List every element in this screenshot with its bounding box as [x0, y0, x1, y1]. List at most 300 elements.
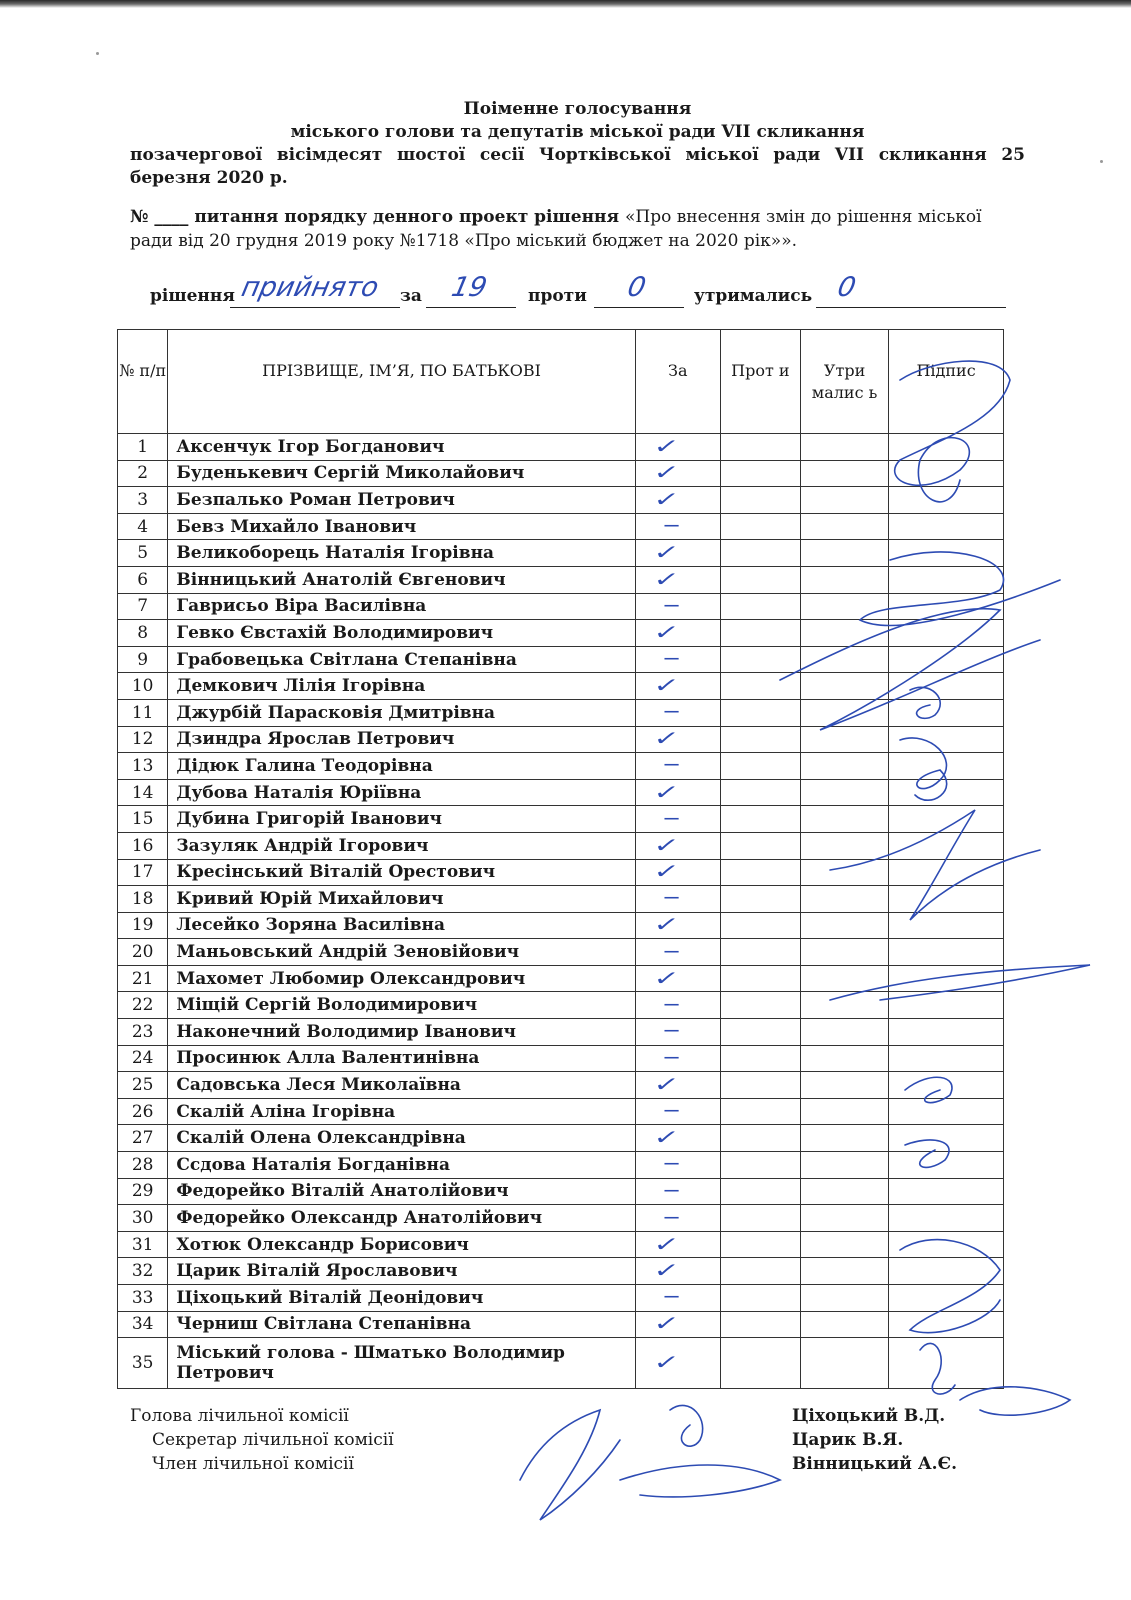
row-number: 20 — [118, 939, 168, 966]
row-vote-for — [635, 1178, 720, 1205]
row-number: 29 — [118, 1178, 168, 1205]
row-vote-against — [720, 886, 800, 913]
commission-footer — [130, 1404, 1010, 1476]
row-vote-abstained — [800, 1231, 888, 1258]
row-number: 4 — [118, 513, 168, 540]
checkmark-icon: ✓ — [651, 726, 681, 751]
checkmark-icon: ✓ — [651, 619, 681, 644]
row-vote-abstained — [800, 912, 888, 939]
document-subtitle: міського голови та депутатів міської ради VII скликання — [290, 122, 865, 142]
row-name: Маньовський Андрій Зеновійович — [168, 939, 635, 966]
document-header — [130, 98, 1025, 190]
dash-icon: – — [662, 513, 681, 539]
row-vote-for — [635, 1019, 720, 1046]
table-row — [118, 1338, 1004, 1389]
row-signature — [889, 699, 1004, 726]
row-vote-against — [720, 1152, 800, 1179]
row-vote-for — [635, 992, 720, 1019]
row-vote-abstained — [800, 1285, 888, 1312]
row-vote-for — [635, 1072, 720, 1099]
table-row — [118, 1205, 1004, 1232]
chair-name: Ціхоцький В.Д. — [792, 1406, 946, 1426]
checkmark-icon: ✓ — [651, 965, 681, 990]
table-header-row — [118, 330, 1004, 434]
row-vote-for — [635, 1125, 720, 1152]
table-row — [118, 1152, 1004, 1179]
row-vote-against — [720, 1098, 800, 1125]
row-signature — [889, 434, 1004, 461]
row-vote-against — [720, 1072, 800, 1099]
column-against: Прот и — [720, 330, 800, 434]
row-name: Вінницький Анатолій Євгенович — [168, 566, 635, 593]
table-row — [118, 1045, 1004, 1072]
row-vote-for — [635, 593, 720, 620]
row-number: 26 — [118, 1098, 168, 1125]
checkmark-icon: ✓ — [651, 859, 681, 884]
row-signature — [889, 593, 1004, 620]
row-name: Кривий Юрій Михайлович — [168, 886, 635, 913]
dash-icon: – — [662, 646, 681, 672]
row-vote-for — [635, 753, 720, 780]
row-number: 17 — [118, 859, 168, 886]
row-vote-abstained — [800, 620, 888, 647]
row-name: Ссдова Наталія Богданівна — [168, 1152, 635, 1179]
row-name: Махомет Любомир Олександрович — [168, 965, 635, 992]
row-name: Царик Віталій Ярославович — [168, 1258, 635, 1285]
row-vote-abstained — [800, 673, 888, 700]
dash-icon: – — [662, 1151, 681, 1177]
row-vote-for — [635, 673, 720, 700]
secretary-role: Секретар лічильної комісії — [152, 1430, 394, 1450]
row-name: Черниш Світлана Степанівна — [168, 1311, 635, 1338]
votes-table — [117, 329, 1004, 1389]
row-vote-for — [635, 487, 720, 514]
row-name: Садовська Леся Миколаївна — [168, 1072, 635, 1099]
row-vote-abstained — [800, 513, 888, 540]
secretary-name: Царик В.Я. — [792, 1430, 904, 1450]
row-vote-against — [720, 487, 800, 514]
row-signature — [889, 1178, 1004, 1205]
row-vote-abstained — [800, 753, 888, 780]
table-row — [118, 832, 1004, 859]
row-vote-abstained — [800, 726, 888, 753]
table-row — [118, 513, 1004, 540]
row-vote-against — [720, 620, 800, 647]
table-row — [118, 1125, 1004, 1152]
row-signature — [889, 806, 1004, 833]
row-name: Демкович Лілія Ігорівна — [168, 673, 635, 700]
row-number: 3 — [118, 487, 168, 514]
row-vote-against — [720, 434, 800, 461]
row-vote-against — [720, 1258, 800, 1285]
row-signature — [889, 1338, 1004, 1389]
table-row — [118, 1285, 1004, 1312]
row-vote-against — [720, 566, 800, 593]
row-signature — [889, 726, 1004, 753]
row-number: 31 — [118, 1231, 168, 1258]
table-row — [118, 886, 1004, 913]
row-vote-for — [635, 434, 720, 461]
row-number: 15 — [118, 806, 168, 833]
chair-role: Голова лічильної комісії — [130, 1406, 349, 1426]
checkmark-icon: ✓ — [651, 433, 681, 458]
checkmark-icon: ✓ — [651, 540, 681, 565]
row-name: Зазуляк Андрій Ігорович — [168, 832, 635, 859]
checkmark-icon: ✓ — [651, 1072, 681, 1097]
row-vote-against — [720, 859, 800, 886]
row-vote-for — [635, 1152, 720, 1179]
row-signature — [889, 832, 1004, 859]
member-name: Вінницький А.Є. — [792, 1454, 958, 1474]
checkmark-icon: ✓ — [651, 1258, 681, 1283]
checkmark-icon: ✓ — [651, 779, 681, 804]
row-vote-for — [635, 1285, 720, 1312]
row-vote-against — [720, 912, 800, 939]
row-signature — [889, 1285, 1004, 1312]
row-vote-abstained — [800, 1019, 888, 1046]
row-vote-against — [720, 779, 800, 806]
row-vote-abstained — [800, 1152, 888, 1179]
table-row — [118, 1019, 1004, 1046]
row-vote-abstained — [800, 566, 888, 593]
row-name: Дубина Григорій Іванович — [168, 806, 635, 833]
row-number: 30 — [118, 1205, 168, 1232]
paper-speck — [96, 52, 99, 55]
row-number: 13 — [118, 753, 168, 780]
table-row — [118, 1258, 1004, 1285]
checkmark-icon: ✓ — [651, 566, 681, 591]
row-vote-for — [635, 939, 720, 966]
checkmark-icon: ✓ — [651, 912, 681, 937]
table-row — [118, 1098, 1004, 1125]
row-name: Безпалько Роман Петрович — [168, 487, 635, 514]
checkmark-icon: ✓ — [651, 486, 681, 511]
row-signature — [889, 1152, 1004, 1179]
row-vote-for — [635, 460, 720, 487]
row-signature — [889, 513, 1004, 540]
row-vote-for — [635, 779, 720, 806]
row-number: 25 — [118, 1072, 168, 1099]
row-vote-abstained — [800, 593, 888, 620]
table-row — [118, 566, 1004, 593]
row-vote-against — [720, 513, 800, 540]
row-vote-against — [720, 673, 800, 700]
footer-row-secretary — [130, 1428, 1010, 1452]
row-vote-abstained — [800, 540, 888, 567]
footer-row-chair — [130, 1404, 1010, 1428]
table-row — [118, 487, 1004, 514]
row-number: 1 — [118, 434, 168, 461]
row-signature — [889, 1311, 1004, 1338]
dash-icon: – — [662, 1018, 681, 1044]
dash-icon: – — [662, 805, 681, 831]
decision-label: рішення — [150, 286, 235, 306]
row-vote-against — [720, 540, 800, 567]
row-vote-abstained — [800, 1311, 888, 1338]
row-vote-for — [635, 806, 720, 833]
row-vote-abstained — [800, 886, 888, 913]
row-signature — [889, 540, 1004, 567]
row-vote-for — [635, 566, 720, 593]
row-vote-against — [720, 1045, 800, 1072]
against-underline — [594, 307, 684, 308]
row-signature — [889, 886, 1004, 913]
row-signature — [889, 620, 1004, 647]
row-vote-for — [635, 1205, 720, 1232]
abstained-underline — [816, 307, 1006, 308]
checkmark-icon: ✓ — [651, 1125, 681, 1150]
table-row — [118, 726, 1004, 753]
row-number: 33 — [118, 1285, 168, 1312]
checkmark-icon: ✓ — [651, 832, 681, 857]
row-signature — [889, 1045, 1004, 1072]
for-label: за — [400, 286, 422, 306]
row-number: 12 — [118, 726, 168, 753]
row-vote-abstained — [800, 1205, 888, 1232]
row-vote-for — [635, 832, 720, 859]
column-for: За — [635, 330, 720, 434]
row-name: Федорейко Олександр Анатолійович — [168, 1205, 635, 1232]
row-signature — [889, 1231, 1004, 1258]
row-name: Гаврисьо Віра Василівна — [168, 593, 635, 620]
row-vote-against — [720, 1205, 800, 1232]
row-signature — [889, 1205, 1004, 1232]
row-name: Бевз Михайло Іванович — [168, 513, 635, 540]
row-vote-abstained — [800, 992, 888, 1019]
dash-icon: – — [662, 752, 681, 778]
dash-icon: – — [662, 1284, 681, 1310]
row-signature — [889, 1019, 1004, 1046]
against-label: проти — [528, 286, 587, 306]
row-number: 5 — [118, 540, 168, 567]
row-vote-for — [635, 1338, 720, 1389]
row-signature — [889, 1258, 1004, 1285]
row-vote-against — [720, 965, 800, 992]
row-vote-against — [720, 1125, 800, 1152]
abstained-value: 0 — [834, 272, 859, 303]
row-vote-for — [635, 912, 720, 939]
table-row — [118, 673, 1004, 700]
for-underline — [426, 307, 516, 308]
row-vote-against — [720, 832, 800, 859]
checkmark-icon: ✓ — [651, 673, 681, 698]
agenda-item — [130, 205, 1025, 253]
dash-icon: – — [662, 991, 681, 1017]
row-number: 32 — [118, 1258, 168, 1285]
table-row — [118, 992, 1004, 1019]
row-vote-against — [720, 593, 800, 620]
row-signature — [889, 912, 1004, 939]
row-number: 10 — [118, 673, 168, 700]
row-vote-against — [720, 460, 800, 487]
row-vote-for — [635, 726, 720, 753]
votes-table-body — [118, 434, 1004, 1389]
row-vote-abstained — [800, 859, 888, 886]
column-abstained: Утри малис ь — [800, 330, 888, 434]
table-row — [118, 1311, 1004, 1338]
row-name: Скалій Аліна Ігорівна — [168, 1098, 635, 1125]
table-row — [118, 1231, 1004, 1258]
row-vote-abstained — [800, 779, 888, 806]
row-number: 24 — [118, 1045, 168, 1072]
decision-value: прийнято — [238, 272, 382, 303]
row-signature — [889, 753, 1004, 780]
dash-icon: – — [662, 699, 681, 725]
session-line: позачергової вісімдесят шостої сесії Чортківської міської ради VII скликання 25 березня 2020 р. — [130, 145, 1025, 188]
row-vote-abstained — [800, 1178, 888, 1205]
row-name: Просинюк Алла Валентинівна — [168, 1045, 635, 1072]
row-number: 2 — [118, 460, 168, 487]
dash-icon: – — [662, 1177, 681, 1203]
row-name: Міщій Сергій Володимирович — [168, 992, 635, 1019]
row-signature — [889, 460, 1004, 487]
row-vote-abstained — [800, 806, 888, 833]
row-name: Федорейко Віталій Анатолійович — [168, 1178, 635, 1205]
row-vote-abstained — [800, 939, 888, 966]
row-signature — [889, 646, 1004, 673]
row-vote-against — [720, 992, 800, 1019]
dash-icon: – — [662, 938, 681, 964]
row-vote-for — [635, 1258, 720, 1285]
row-name: Хотюк Олександр Борисович — [168, 1231, 635, 1258]
table-row — [118, 939, 1004, 966]
row-vote-for — [635, 886, 720, 913]
checkmark-icon: ✓ — [651, 1311, 681, 1336]
row-vote-against — [720, 1178, 800, 1205]
row-vote-abstained — [800, 1098, 888, 1125]
column-name: ПРІЗВИЩЕ, ІМ’Я, ПО БАТЬКОВІ — [168, 330, 635, 434]
row-vote-abstained — [800, 1045, 888, 1072]
row-vote-abstained — [800, 965, 888, 992]
row-vote-abstained — [800, 1258, 888, 1285]
row-vote-abstained — [800, 832, 888, 859]
paper-speck — [1100, 160, 1103, 163]
page-top-border — [0, 0, 1131, 8]
dash-icon: – — [662, 1098, 681, 1124]
row-vote-abstained — [800, 1338, 888, 1389]
table-row — [118, 646, 1004, 673]
row-number: 7 — [118, 593, 168, 620]
checkmark-icon: ✓ — [651, 460, 681, 485]
row-vote-abstained — [800, 434, 888, 461]
table-row — [118, 912, 1004, 939]
row-name: Буденькевич Сергій Миколайович — [168, 460, 635, 487]
row-number: 22 — [118, 992, 168, 1019]
agenda-prefix: № ____ питання порядку денного проект рішення — [130, 207, 625, 227]
row-vote-for — [635, 1045, 720, 1072]
row-signature — [889, 673, 1004, 700]
table-row — [118, 699, 1004, 726]
against-value: 0 — [624, 272, 649, 303]
agenda-text: «Про внесення змін до рішення міської ради від 20 грудня 2019 року №1718 «Про міський бюджет на 2020 рік»». — [130, 207, 982, 251]
table-row — [118, 540, 1004, 567]
table-row — [118, 859, 1004, 886]
row-vote-against — [720, 753, 800, 780]
for-value: 19 — [448, 272, 490, 303]
row-vote-for — [635, 513, 720, 540]
row-vote-for — [635, 1311, 720, 1338]
row-vote-against — [720, 726, 800, 753]
row-number: 35 — [118, 1338, 168, 1389]
row-name: Гевко Євстахій Володимирович — [168, 620, 635, 647]
row-vote-for — [635, 699, 720, 726]
row-name: Джурбій Парасковія Дмитрівна — [168, 699, 635, 726]
table-row — [118, 620, 1004, 647]
row-vote-for — [635, 540, 720, 567]
row-signature — [889, 939, 1004, 966]
row-vote-for — [635, 965, 720, 992]
row-vote-abstained — [800, 460, 888, 487]
row-vote-for — [635, 1098, 720, 1125]
document-title: Поіменне голосування — [463, 99, 692, 119]
row-number: 11 — [118, 699, 168, 726]
dash-icon: – — [662, 1204, 681, 1230]
row-signature — [889, 859, 1004, 886]
row-name: Скалій Олена Олександрівна — [168, 1125, 635, 1152]
column-number: № п/п — [118, 330, 168, 434]
row-vote-abstained — [800, 1125, 888, 1152]
abstained-label: утримались — [694, 286, 813, 306]
row-vote-against — [720, 1019, 800, 1046]
row-signature — [889, 965, 1004, 992]
row-number: 19 — [118, 912, 168, 939]
row-number: 8 — [118, 620, 168, 647]
row-vote-against — [720, 1311, 800, 1338]
table-row — [118, 1178, 1004, 1205]
table-row — [118, 753, 1004, 780]
table-row — [118, 806, 1004, 833]
row-signature — [889, 487, 1004, 514]
row-vote-abstained — [800, 699, 888, 726]
row-vote-for — [635, 646, 720, 673]
row-name: Грабовецька Світлана Степанівна — [168, 646, 635, 673]
row-vote-against — [720, 646, 800, 673]
row-vote-against — [720, 939, 800, 966]
row-number: 34 — [118, 1311, 168, 1338]
row-vote-against — [720, 1231, 800, 1258]
checkmark-icon: ✓ — [651, 1231, 681, 1256]
row-signature — [889, 1072, 1004, 1099]
row-vote-abstained — [800, 1072, 888, 1099]
table-row — [118, 1072, 1004, 1099]
table-row — [118, 779, 1004, 806]
table-row — [118, 593, 1004, 620]
table-row — [118, 965, 1004, 992]
decision-underline — [230, 307, 400, 308]
row-vote-for — [635, 620, 720, 647]
row-vote-against — [720, 1338, 800, 1389]
row-vote-abstained — [800, 646, 888, 673]
row-number: 27 — [118, 1125, 168, 1152]
row-name: Аксенчук Ігор Богданович — [168, 434, 635, 461]
row-signature — [889, 779, 1004, 806]
column-signature: Підпис — [889, 330, 1004, 434]
row-vote-abstained — [800, 487, 888, 514]
row-name: Кресінський Віталій Орестович — [168, 859, 635, 886]
footer-row-member — [130, 1452, 1010, 1476]
row-signature — [889, 1098, 1004, 1125]
row-number: 6 — [118, 566, 168, 593]
dash-icon: – — [662, 592, 681, 618]
row-name: Наконечний Володимир Іванович — [168, 1019, 635, 1046]
row-number: 14 — [118, 779, 168, 806]
row-name: Міський голова - Шматько Володимир Петрович — [168, 1338, 635, 1389]
row-vote-against — [720, 699, 800, 726]
dash-icon: – — [662, 885, 681, 911]
row-signature — [889, 566, 1004, 593]
table-row — [118, 434, 1004, 461]
row-vote-against — [720, 806, 800, 833]
